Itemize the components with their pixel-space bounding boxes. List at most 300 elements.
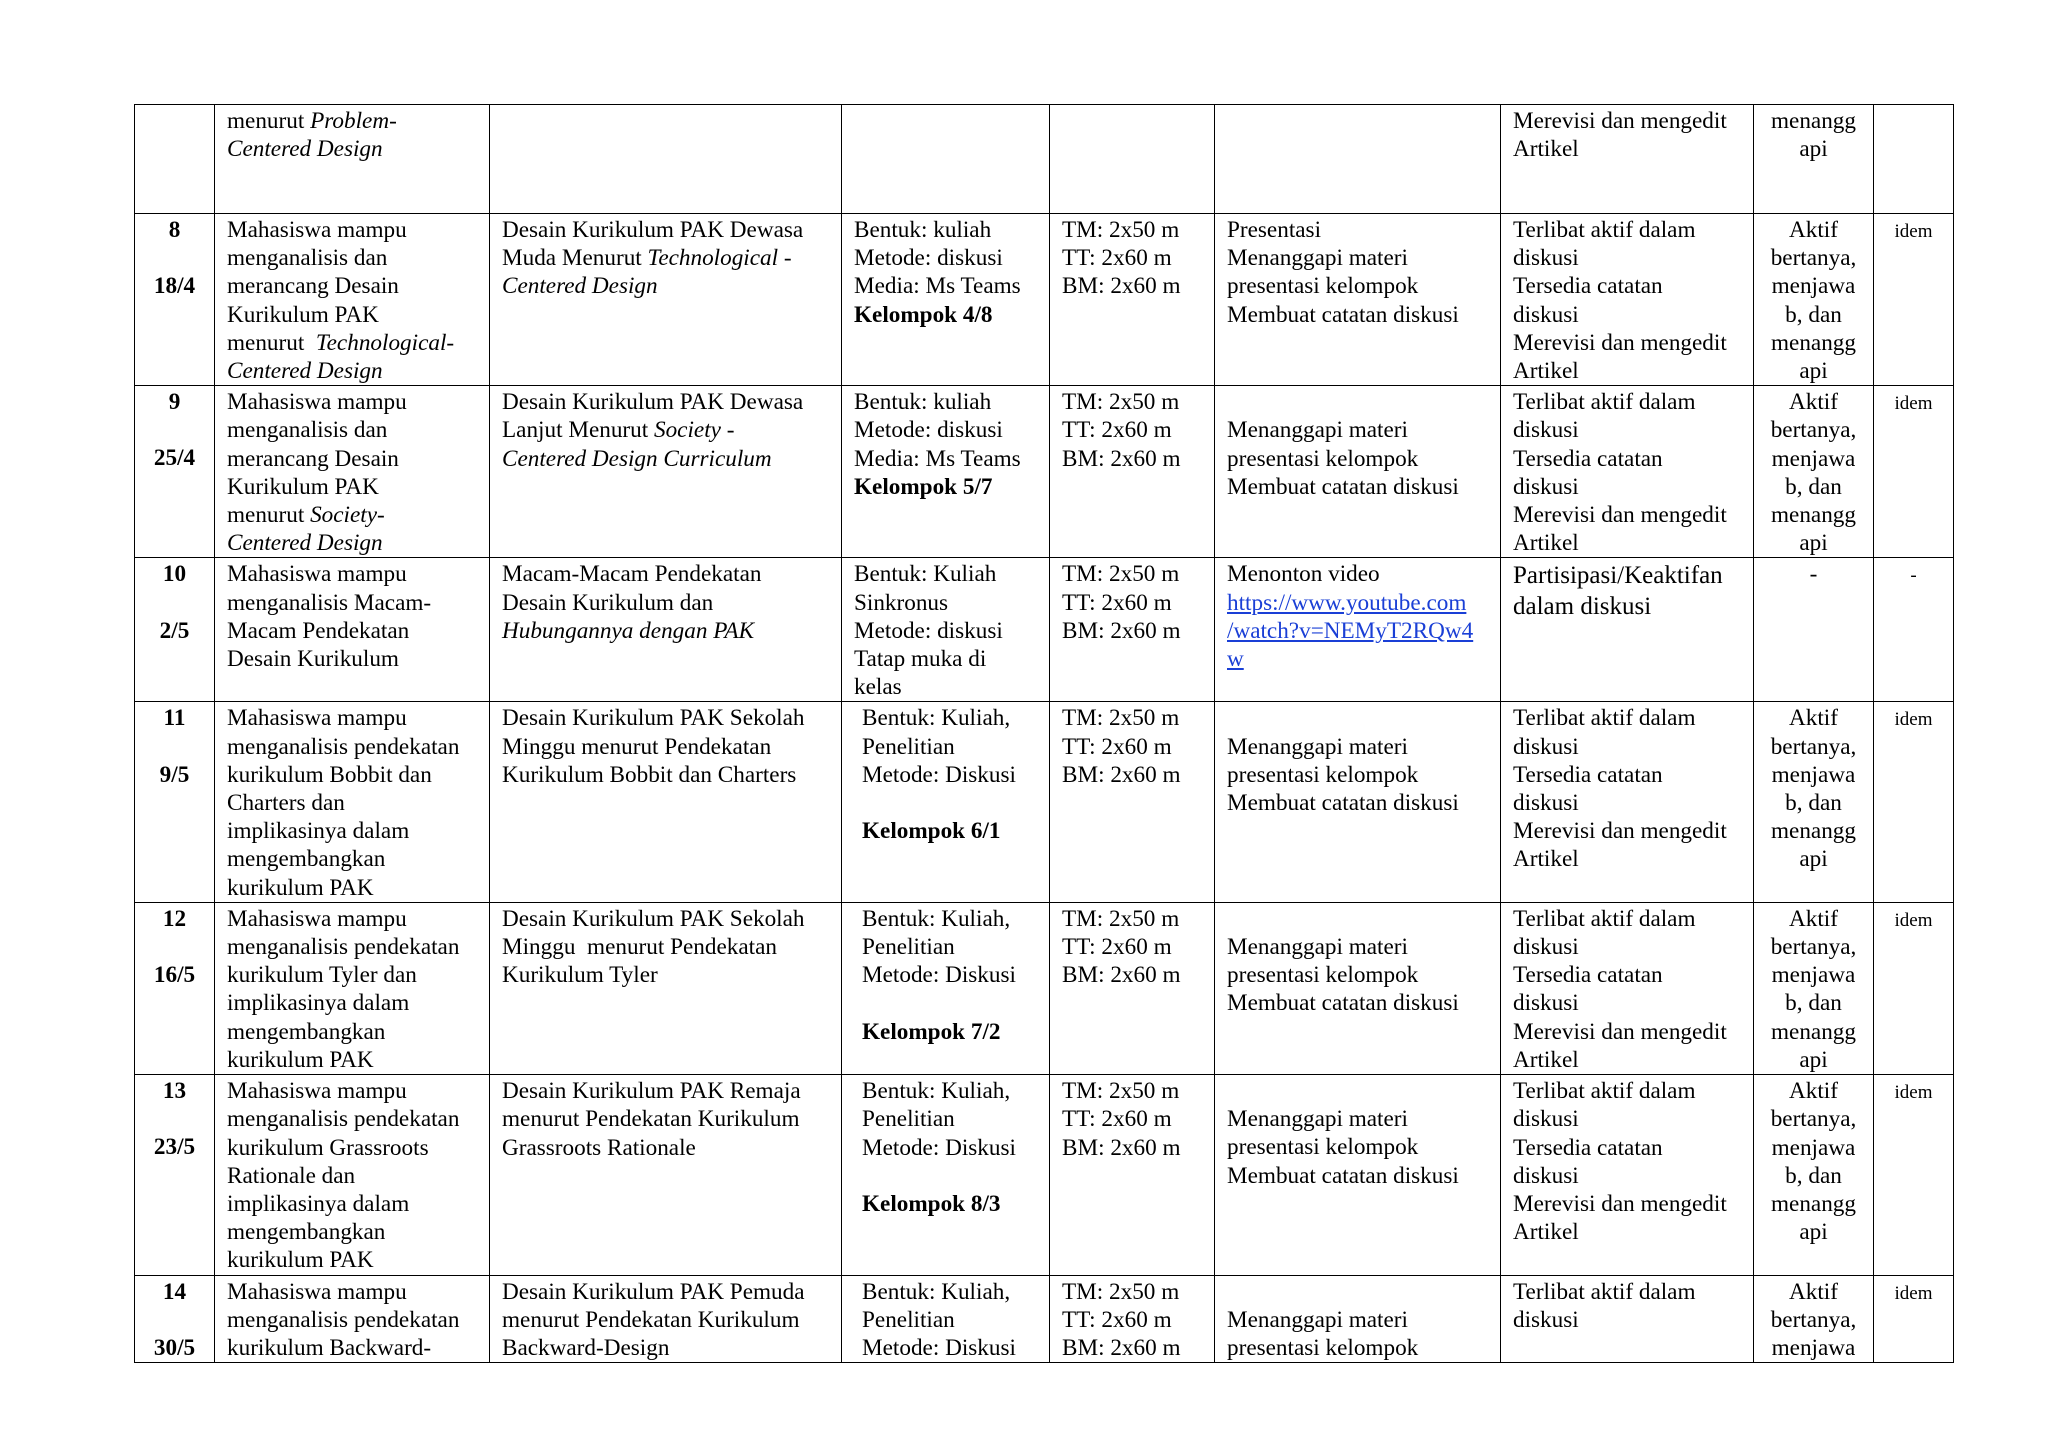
notes-text: idem xyxy=(1894,909,1933,931)
text-line: Kelompok 4/8 xyxy=(854,301,993,328)
link-text-line[interactable]: /watch?v=NEMyT2RQw4 xyxy=(1227,617,1474,644)
text-line: Menanggapi materi xyxy=(1227,1306,1408,1333)
text-line: menjawa xyxy=(1771,445,1856,472)
material-cell xyxy=(490,214,842,386)
table-row xyxy=(135,1275,1954,1363)
text-line xyxy=(502,905,831,933)
text-line: Terlibat aktif dalam xyxy=(1513,217,1696,243)
text-line xyxy=(502,416,831,444)
italic-text: Centered Design xyxy=(502,273,658,300)
table-row xyxy=(135,214,1954,386)
text-line xyxy=(227,244,479,272)
notes-text: idem xyxy=(1894,1082,1933,1104)
text-line: Merevisi dan mengedit xyxy=(1513,502,1727,529)
text-line: Aktif xyxy=(1789,905,1838,932)
plain-text: mengembangkan xyxy=(227,846,386,873)
plain-text: Muda Menurut xyxy=(502,245,648,272)
text-line: dalam diskusi xyxy=(1513,593,1652,621)
text-line: Merevisi dan mengedit xyxy=(1513,108,1727,134)
text-line: Artikel xyxy=(1513,846,1579,873)
text-line xyxy=(227,329,479,357)
text-line: Partisipasi/Keaktifan xyxy=(1513,562,1723,590)
text-line xyxy=(1227,704,1490,732)
table-row xyxy=(135,1075,1954,1275)
text-line xyxy=(227,789,479,817)
text-line: 25/4 xyxy=(153,445,196,472)
material-cell xyxy=(490,1075,842,1275)
assessment-criteria-cell xyxy=(1501,386,1754,558)
plain-text: kurikulum Backward- xyxy=(227,1334,432,1361)
text-line: Menanggapi materi xyxy=(1227,733,1408,760)
text-line: bertanya, xyxy=(1770,1306,1857,1333)
plain-text: implikasinya dalam xyxy=(227,990,410,1017)
plain-text: Mahasiswa mampu xyxy=(227,1278,407,1305)
italic-text: Hubungannya dengan PAK xyxy=(502,617,755,644)
text-line: bertanya, xyxy=(1770,733,1857,760)
text-line: TT: 2x60 m xyxy=(1062,1106,1172,1133)
plain-text: Minggu menurut Pendekatan xyxy=(502,934,777,961)
plain-text: Desain Kurikulum PAK Dewasa xyxy=(502,217,804,243)
text-line: BM: 2x60 m xyxy=(1062,761,1181,788)
text-line xyxy=(227,617,479,645)
text-line: Sinkronus xyxy=(854,589,949,616)
text-line: TM: 2x50 m xyxy=(1062,389,1180,416)
text-line xyxy=(227,216,479,244)
text-line: Menanggapi materi xyxy=(1227,417,1408,444)
text-line: 8 xyxy=(168,217,181,243)
text-line xyxy=(502,761,831,789)
text-line: Artikel xyxy=(1513,136,1579,163)
text-line: Artikel xyxy=(1513,530,1579,557)
notes-cell xyxy=(1874,902,1954,1074)
text-line: TT: 2x60 m xyxy=(1062,934,1172,961)
text-line: Merevisi dan mengedit xyxy=(1513,1190,1727,1217)
text-line: Menanggapi materi xyxy=(1227,934,1408,961)
text-line xyxy=(227,1278,479,1306)
text-line: diskusi xyxy=(1513,733,1579,760)
assessment-indicator-cell xyxy=(1754,105,1874,214)
text-line xyxy=(227,529,479,557)
notes-text: idem xyxy=(1894,393,1933,415)
assessment-criteria-cell xyxy=(1501,558,1754,702)
text-line: b, dan xyxy=(1785,301,1842,328)
plain-text: menganalisis dan xyxy=(227,245,388,272)
text-line: Terlibat aktif dalam xyxy=(1513,1078,1696,1105)
text-line: Membuat catatan diskusi xyxy=(1227,301,1459,328)
text-line: Bentuk: Kuliah, xyxy=(862,1278,1011,1305)
text-line xyxy=(227,445,479,473)
plain-text: Kurikulum Bobbit dan Charters xyxy=(502,761,797,788)
text-line: Kelompok 7/2 xyxy=(862,1018,1001,1045)
text-line: diskusi xyxy=(1513,1306,1579,1333)
text-line: menangg xyxy=(1771,1190,1856,1217)
plain-text: Charters dan xyxy=(227,790,345,817)
text-line: Aktif xyxy=(1789,217,1838,243)
text-line: Artikel xyxy=(1513,1046,1579,1073)
text-line xyxy=(502,1334,831,1362)
text-line: Aktif xyxy=(1789,705,1838,732)
time-allocation-cell xyxy=(1050,1275,1215,1363)
text-line: TT: 2x60 m xyxy=(1062,1306,1172,1333)
text-line: diskusi xyxy=(1513,301,1579,328)
text-line xyxy=(227,388,479,416)
text-line: presentasi kelompok xyxy=(1227,761,1419,788)
text-line: Tersedia catatan xyxy=(1513,445,1663,472)
text-line: 13 xyxy=(162,1078,187,1105)
assessment-indicator-cell xyxy=(1754,214,1874,386)
text-line: Metode: diskusi xyxy=(854,417,1003,444)
learning-outcome-cell xyxy=(215,902,490,1074)
text-line xyxy=(227,874,479,902)
text-line: Merevisi dan mengedit xyxy=(1513,818,1727,845)
material-cell xyxy=(490,902,842,1074)
text-line xyxy=(227,501,479,529)
plain-text: menurut Pendekatan Kurikulum xyxy=(502,1306,800,1333)
notes-cell xyxy=(1874,1275,1954,1363)
learning-form-cell xyxy=(842,558,1050,702)
text-line: Menonton video xyxy=(1227,561,1380,588)
text-line: presentasi kelompok xyxy=(1227,273,1419,300)
time-allocation-cell xyxy=(1050,1075,1215,1275)
plain-text: Mahasiswa mampu xyxy=(227,705,407,732)
time-allocation-cell xyxy=(1050,558,1215,702)
text-line: presentasi kelompok xyxy=(1227,1134,1419,1161)
text-line: diskusi xyxy=(1513,1162,1579,1189)
text-line: Metode: Diskusi xyxy=(862,1334,1016,1361)
learning-form-cell xyxy=(842,105,1050,214)
assessment-indicator-cell xyxy=(1754,902,1874,1074)
text-line: menangg xyxy=(1771,329,1856,356)
plain-text: menganalisis Macam- xyxy=(227,589,432,616)
text-line xyxy=(227,761,479,789)
text-line xyxy=(227,1246,479,1274)
assessment-criteria-cell xyxy=(1501,1275,1754,1363)
text-line: Bentuk: Kuliah xyxy=(854,561,997,588)
plain-text: menganalisis pendekatan xyxy=(227,1106,460,1133)
text-line xyxy=(502,244,831,272)
text-line: Artikel xyxy=(1513,358,1579,385)
text-line: api xyxy=(1799,136,1828,163)
plain-text: kurikulum Grassroots xyxy=(227,1134,429,1161)
text-line xyxy=(502,272,831,300)
text-line xyxy=(502,733,831,761)
text-line: TT: 2x60 m xyxy=(1062,733,1172,760)
text-line: 9/5 xyxy=(159,761,190,788)
text-line xyxy=(227,1134,479,1162)
text-line: Penelitian xyxy=(862,733,955,760)
learning-form-cell xyxy=(842,902,1050,1074)
text-line xyxy=(227,1162,479,1190)
spacer xyxy=(862,989,1039,1017)
text-line: diskusi xyxy=(1513,473,1579,500)
text-line: diskusi xyxy=(1513,417,1579,444)
assessment-criteria-cell xyxy=(1501,1075,1754,1275)
text-line xyxy=(227,1306,479,1334)
notes-cell xyxy=(1874,214,1954,386)
italic-text: Technological - xyxy=(647,245,792,272)
text-line xyxy=(227,357,479,385)
learning-form-cell xyxy=(842,1275,1050,1363)
text-line: BM: 2x60 m xyxy=(1062,962,1181,989)
learning-outcome-cell xyxy=(215,214,490,386)
assessment-indicator-cell xyxy=(1754,1075,1874,1275)
learning-experience-cell xyxy=(1215,558,1501,702)
plain-text: merancang Desain xyxy=(227,445,399,472)
text-line xyxy=(502,961,831,989)
learning-form-cell xyxy=(842,1075,1050,1275)
text-line: menangg xyxy=(1771,108,1856,134)
text-line: Kelompok 5/7 xyxy=(854,473,993,500)
meeting-number-cell xyxy=(135,558,215,702)
learning-experience-cell xyxy=(1215,214,1501,386)
text-line: Aktif xyxy=(1789,1078,1838,1105)
plain-text: mengembangkan xyxy=(227,1018,386,1045)
notes-cell xyxy=(1874,558,1954,702)
spacer xyxy=(137,1306,212,1334)
text-line: api xyxy=(1799,846,1828,873)
italic-text: Society- xyxy=(310,502,385,529)
text-line: Bentuk: Kuliah, xyxy=(862,905,1011,932)
text-line: Aktif xyxy=(1789,1278,1838,1305)
spacer xyxy=(137,416,212,444)
text-line: 12 xyxy=(162,905,187,932)
notes-cell xyxy=(1874,386,1954,558)
text-line xyxy=(227,933,479,961)
plain-text: Mahasiswa mampu xyxy=(227,905,407,932)
text-line: b, dan xyxy=(1785,473,1842,500)
spacer xyxy=(137,933,212,961)
text-line xyxy=(1227,388,1490,416)
text-line xyxy=(227,107,479,135)
text-line xyxy=(502,617,831,645)
plain-text: menurut xyxy=(227,329,316,356)
text-line xyxy=(227,704,479,732)
text-line: Tersedia catatan xyxy=(1513,761,1663,788)
text-line xyxy=(227,473,479,501)
spacer xyxy=(137,244,212,272)
time-allocation-cell xyxy=(1050,214,1215,386)
text-line: Tersedia catatan xyxy=(1513,273,1663,300)
text-line: BM: 2x60 m xyxy=(1062,1134,1181,1161)
text-line xyxy=(502,1278,831,1306)
text-line xyxy=(502,933,831,961)
text-line xyxy=(502,1077,831,1105)
text-line: 2/5 xyxy=(159,617,190,644)
text-line: BM: 2x60 m xyxy=(1062,445,1181,472)
spacer xyxy=(862,1162,1039,1190)
text-line xyxy=(502,216,831,244)
text-line: Penelitian xyxy=(862,934,955,961)
text-line: Artikel xyxy=(1513,1219,1579,1246)
text-line: TT: 2x60 m xyxy=(1062,417,1172,444)
text-line: BM: 2x60 m xyxy=(1062,273,1181,300)
text-line: - xyxy=(1809,561,1818,588)
table-row xyxy=(135,105,1954,214)
table-body xyxy=(135,105,1954,1363)
plain-text: mengembangkan xyxy=(227,1219,386,1246)
text-line: Tersedia catatan xyxy=(1513,1134,1663,1161)
text-line: 11 xyxy=(163,705,186,732)
meeting-number-cell xyxy=(135,105,215,214)
text-line: Bentuk: Kuliah, xyxy=(862,1078,1011,1105)
meeting-number-cell xyxy=(135,902,215,1074)
table-row xyxy=(135,702,1954,902)
text-line: b, dan xyxy=(1785,990,1842,1017)
text-line: Media: Ms Teams xyxy=(854,445,1021,472)
plain-text: Desain Kurikulum PAK Sekolah xyxy=(502,905,805,932)
time-allocation-cell xyxy=(1050,105,1215,214)
text-line: Terlibat aktif dalam xyxy=(1513,1278,1696,1305)
text-line: menjawa xyxy=(1771,962,1856,989)
text-line: Metode: Diskusi xyxy=(862,761,1016,788)
course-plan-table xyxy=(134,104,1954,1363)
learning-outcome-cell xyxy=(215,1275,490,1363)
text-line: TM: 2x50 m xyxy=(1062,905,1180,932)
text-line: Bentuk: Kuliah, xyxy=(862,705,1011,732)
plain-text: Grassroots Rationale xyxy=(502,1134,696,1161)
text-line xyxy=(227,301,479,329)
learning-outcome-cell xyxy=(215,386,490,558)
text-line xyxy=(227,645,479,673)
plain-text: menurut xyxy=(227,502,311,529)
text-line: diskusi xyxy=(1513,934,1579,961)
text-line: Menanggapi materi xyxy=(1227,245,1408,272)
plain-text: kurikulum PAK xyxy=(227,1046,374,1073)
notes-cell xyxy=(1874,105,1954,214)
italic-text: Centered Design Curriculum xyxy=(502,445,772,472)
text-line xyxy=(227,1018,479,1046)
material-cell xyxy=(490,558,842,702)
learning-experience-cell xyxy=(1215,1275,1501,1363)
text-line: Penelitian xyxy=(862,1306,955,1333)
material-cell xyxy=(490,105,842,214)
text-line: BM: 2x60 m xyxy=(1062,617,1181,644)
text-line: 9 xyxy=(168,389,181,416)
table-row xyxy=(135,558,1954,702)
meeting-number-cell xyxy=(135,1075,215,1275)
time-allocation-cell xyxy=(1050,902,1215,1074)
assessment-indicator-cell xyxy=(1754,702,1874,902)
plain-text: kurikulum PAK xyxy=(227,1247,374,1274)
plain-text: Lanjut Menurut xyxy=(502,417,654,444)
text-line: Merevisi dan mengedit xyxy=(1513,329,1727,356)
learning-outcome-cell xyxy=(215,105,490,214)
text-line: Kelompok 6/1 xyxy=(862,818,1001,845)
text-line: presentasi kelompok xyxy=(1227,445,1419,472)
material-cell xyxy=(490,386,842,558)
text-line: Membuat catatan diskusi xyxy=(1227,1162,1459,1189)
text-line xyxy=(227,1046,479,1074)
plain-text: Kurikulum PAK xyxy=(227,301,379,328)
text-line: menjawa xyxy=(1771,1134,1856,1161)
learning-experience-cell xyxy=(1215,386,1501,558)
text-line: 30/5 xyxy=(153,1334,196,1361)
plain-text: Mahasiswa mampu xyxy=(227,389,407,416)
text-line xyxy=(1227,1278,1490,1306)
text-line: Terlibat aktif dalam xyxy=(1513,389,1696,416)
text-line: presentasi kelompok xyxy=(1227,1334,1419,1361)
text-line: bertanya, xyxy=(1770,417,1857,444)
text-line: Metode: Diskusi xyxy=(862,962,1016,989)
meeting-number-cell xyxy=(135,386,215,558)
plain-text: Backward-Design xyxy=(502,1334,670,1361)
text-line: Terlibat aktif dalam xyxy=(1513,905,1696,932)
text-line: menjawa xyxy=(1771,273,1856,300)
notes-text: idem xyxy=(1894,709,1933,731)
plain-text: menurut Pendekatan Kurikulum xyxy=(502,1106,800,1133)
text-line: menangg xyxy=(1771,502,1856,529)
text-line: TM: 2x50 m xyxy=(1062,705,1180,732)
plain-text: Desain Kurikulum dan xyxy=(502,589,714,616)
assessment-criteria-cell xyxy=(1501,105,1754,214)
text-line xyxy=(227,135,479,163)
text-line: bertanya, xyxy=(1770,245,1857,272)
meeting-number-cell xyxy=(135,702,215,902)
link-text-line[interactable]: https://www.youtube.com xyxy=(1227,589,1467,616)
text-line: Tersedia catatan xyxy=(1513,962,1663,989)
plain-text: menganalisis pendekatan xyxy=(227,733,460,760)
plain-text: merancang Desain xyxy=(227,273,399,300)
text-line: kelas xyxy=(854,674,902,701)
text-line: Bentuk: kuliah xyxy=(854,217,992,243)
plain-text: kurikulum Tyler dan xyxy=(227,962,417,989)
text-line: bertanya, xyxy=(1770,934,1857,961)
text-line: Metode: diskusi xyxy=(854,617,1003,644)
text-line: Penelitian xyxy=(862,1106,955,1133)
link-text-line[interactable]: w xyxy=(1227,646,1244,673)
learning-outcome-cell xyxy=(215,558,490,702)
text-line xyxy=(227,560,479,588)
text-line: Metode: Diskusi xyxy=(862,1134,1016,1161)
plain-text: Rationale dan xyxy=(227,1162,356,1189)
learning-outcome-cell xyxy=(215,1075,490,1275)
text-line: TM: 2x50 m xyxy=(1062,1278,1180,1305)
plain-text: kurikulum PAK xyxy=(227,874,374,901)
youtube-video-link[interactable] xyxy=(1227,589,1490,674)
learning-experience-cell xyxy=(1215,1075,1501,1275)
plain-text: Kurikulum Tyler xyxy=(502,962,658,989)
plain-text: Desain Kurikulum xyxy=(227,646,399,673)
text-line: menjawa xyxy=(1771,761,1856,788)
spacer xyxy=(862,789,1039,817)
assessment-criteria-cell xyxy=(1501,902,1754,1074)
text-line xyxy=(227,272,479,300)
notes-text: idem xyxy=(1894,1282,1933,1304)
plain-text: Macam Pendekatan xyxy=(227,617,410,644)
learning-experience-cell xyxy=(1215,702,1501,902)
assessment-indicator-cell xyxy=(1754,386,1874,558)
text-line xyxy=(502,589,831,617)
plain-text: menganalisis pendekatan xyxy=(227,1306,460,1333)
text-line xyxy=(502,704,831,732)
assessment-indicator-cell xyxy=(1754,558,1874,702)
meeting-number-cell xyxy=(135,214,215,386)
text-line: Membuat catatan diskusi xyxy=(1227,990,1459,1017)
text-line: 16/5 xyxy=(153,962,196,989)
plain-text: menganalisis dan xyxy=(227,417,388,444)
material-cell xyxy=(490,702,842,902)
material-cell xyxy=(490,1275,842,1363)
plain-text: implikasinya dalam xyxy=(227,1190,410,1217)
text-line xyxy=(227,989,479,1017)
text-line: api xyxy=(1799,1046,1828,1073)
meeting-number-cell xyxy=(135,1275,215,1363)
learning-form-cell xyxy=(842,214,1050,386)
text-line xyxy=(227,845,479,873)
text-line: Menanggapi materi xyxy=(1227,1106,1408,1133)
text-line: Membuat catatan diskusi xyxy=(1227,473,1459,500)
assessment-criteria-cell xyxy=(1501,702,1754,902)
